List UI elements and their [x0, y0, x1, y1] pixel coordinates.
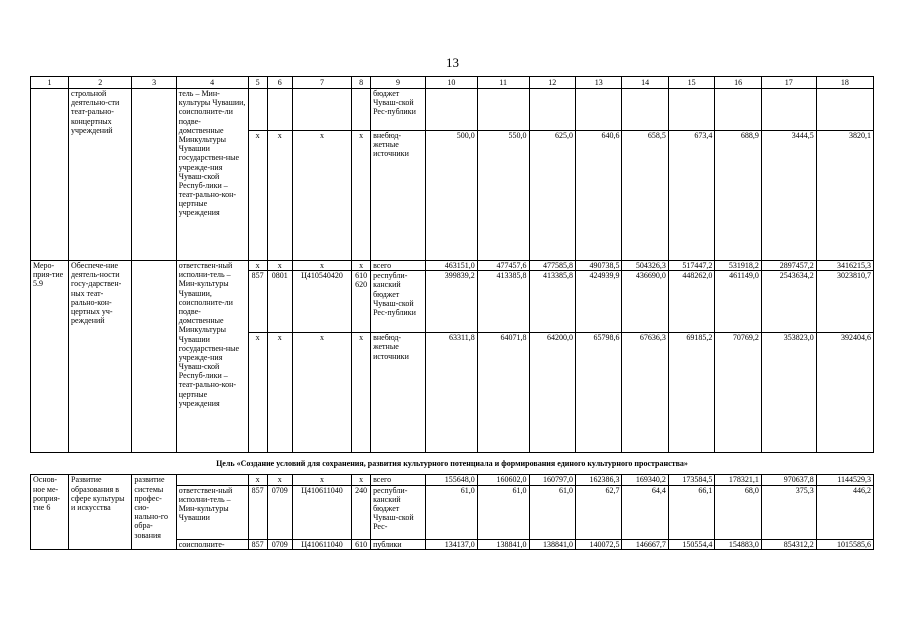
- table-cell: 3820,1: [816, 131, 873, 261]
- table-cell: х: [352, 131, 371, 261]
- table-cell: 857: [248, 485, 267, 539]
- page-number: 13: [446, 55, 459, 70]
- budget-table: [30, 76, 874, 550]
- table-cell: 353823,0: [761, 333, 816, 453]
- table-cell: 1144529,3: [816, 475, 873, 485]
- table-cell: 477585,8: [529, 261, 575, 271]
- table-cell: [622, 89, 668, 131]
- table-cell: 0709: [267, 485, 292, 539]
- table-cell: [176, 475, 248, 485]
- table-cell: 173584,5: [668, 475, 714, 485]
- table-cell: республи-канский бюджет Чуваш-ской Рес-публики: [371, 271, 426, 333]
- table-cell: 3416215,3: [816, 261, 873, 271]
- table-cell: х: [352, 333, 371, 453]
- table-cell: внебюд-жетные источники: [371, 333, 426, 453]
- table-cell: 688,9: [715, 131, 761, 261]
- table-cell: 436690,0: [622, 271, 668, 333]
- table-cell: внебюд-жетные источники: [371, 131, 426, 261]
- header-cell: 6: [267, 77, 292, 89]
- table-cell: 461149,0: [715, 271, 761, 333]
- table-cell: 138841,0: [477, 539, 529, 549]
- table-cell: [132, 261, 176, 453]
- table-cell: 625,0: [529, 131, 575, 261]
- table-cell: 68,0: [715, 485, 761, 539]
- table-cell: 610 620: [352, 271, 371, 333]
- table-cell: 155648,0: [426, 475, 478, 485]
- table-row: [31, 475, 874, 485]
- table-cell: 240: [352, 485, 371, 539]
- table-cell: 61,0: [477, 485, 529, 539]
- table-cell: [267, 89, 292, 131]
- table-cell: 160797,0: [529, 475, 575, 485]
- table-cell: 64200,0: [529, 333, 575, 453]
- table-cell: строльной деятельно-сти теат-рально-концертных учреждений: [69, 89, 132, 261]
- table-cell: 154883,0: [715, 539, 761, 549]
- table-cell: 854312,2: [761, 539, 816, 549]
- table-cell: х: [248, 131, 267, 261]
- table-cell: 1015585,6: [816, 539, 873, 549]
- header-cell: 2: [69, 77, 132, 89]
- table-cell: 64,4: [622, 485, 668, 539]
- table-cell: развитие системы профес-сио-нально-го обра-зования: [132, 475, 176, 549]
- table-cell: х: [352, 261, 371, 271]
- table-cell: 65798,6: [575, 333, 621, 453]
- header-cell: 13: [575, 77, 621, 89]
- table-cell: 640,6: [575, 131, 621, 261]
- table-cell: 160602,0: [477, 475, 529, 485]
- table-cell: 138841,0: [529, 539, 575, 549]
- header-cell: 4: [176, 77, 248, 89]
- table-row: [31, 89, 874, 131]
- table-cell: 658,5: [622, 131, 668, 261]
- table-cell: 140072,5: [575, 539, 621, 549]
- table-cell: 67636,3: [622, 333, 668, 453]
- table-cell: х: [292, 131, 351, 261]
- header-cell: 8: [352, 77, 371, 89]
- header-cell: 12: [529, 77, 575, 89]
- table-cell: 517447,2: [668, 261, 714, 271]
- table-cell: [668, 89, 714, 131]
- table-cell: 610: [352, 539, 371, 549]
- table-cell: Меро-прия-тие 5.9: [31, 261, 69, 453]
- table-cell: ответствен-ный исполни-тель – Мин-культуры Чувашии, соисполните-ли подве-домственные Минкультуры Чувашии государствен-ные учрежде-ния Чуваш-ской Респуб-лики – теат-рально-кон-цертные учреждения: [176, 261, 248, 453]
- table-cell: 2543634,2: [761, 271, 816, 333]
- table-cell: [477, 89, 529, 131]
- table-cell: 178321,1: [715, 475, 761, 485]
- table-cell: х: [267, 131, 292, 261]
- table-cell: Основ-ное ме-роприя-тие 6: [31, 475, 69, 549]
- table-cell: 150554,4: [668, 539, 714, 549]
- table-cell: 413385,8: [477, 271, 529, 333]
- table-cell: 146667,7: [622, 539, 668, 549]
- header-cell: 9: [371, 77, 426, 89]
- table-cell: 2897457,2: [761, 261, 816, 271]
- header-cell: 14: [622, 77, 668, 89]
- goal-heading: Цель «Создание условий для сохранения, развития культурного потенциала и формирования единого культурного пространства»: [31, 453, 874, 475]
- table-cell: 61,0: [529, 485, 575, 539]
- table-cell: [132, 89, 176, 261]
- table-cell: 66,1: [668, 485, 714, 539]
- table-cell: Ц410611040: [292, 539, 351, 549]
- table-cell: 504326,3: [622, 261, 668, 271]
- table-cell: всего: [371, 475, 426, 485]
- table-cell: 0709: [267, 539, 292, 549]
- table-cell: ответствен-ный исполни-тель – Мин-культуры Чувашии: [176, 485, 248, 539]
- header-row: [31, 77, 874, 89]
- table-cell: 162386,3: [575, 475, 621, 485]
- table-cell: [761, 89, 816, 131]
- table-cell: 673,4: [668, 131, 714, 261]
- table-cell: Ц410611040: [292, 485, 351, 539]
- table-cell: всего: [371, 261, 426, 271]
- table-cell: соисполните-: [176, 539, 248, 549]
- header-cell: 16: [715, 77, 761, 89]
- table-cell: 446,2: [816, 485, 873, 539]
- header-cell: 18: [816, 77, 873, 89]
- table-cell: х: [292, 475, 351, 485]
- table-cell: Обеспече-ние деятель-ности госу-дарствен-ных теат-рально-кон-цертных уч-реждений: [69, 261, 132, 453]
- table-cell: х: [248, 333, 267, 453]
- table-cell: 550,0: [477, 131, 529, 261]
- table-cell: [292, 89, 351, 131]
- header-cell: 17: [761, 77, 816, 89]
- table-cell: 69185,2: [668, 333, 714, 453]
- table-cell: бюджет Чуваш-ской Рес-публики: [371, 89, 426, 131]
- table-cell: 3444,5: [761, 131, 816, 261]
- goal-row: [31, 453, 874, 475]
- table-cell: 424939,9: [575, 271, 621, 333]
- table-cell: 463151,0: [426, 261, 478, 271]
- table-cell: [575, 89, 621, 131]
- table-cell: публики: [371, 539, 426, 549]
- table-cell: 448262,0: [668, 271, 714, 333]
- table-cell: [426, 89, 478, 131]
- table-cell: 62,7: [575, 485, 621, 539]
- table-cell: 392404,6: [816, 333, 873, 453]
- table-cell: х: [267, 333, 292, 453]
- table-cell: 857: [248, 271, 267, 333]
- table-cell: [529, 89, 575, 131]
- table-cell: 134137,0: [426, 539, 478, 549]
- header-cell: 1: [31, 77, 69, 89]
- table-cell: [248, 89, 267, 131]
- table-cell: х: [248, 475, 267, 485]
- header-cell: 7: [292, 77, 351, 89]
- header-cell: 10: [426, 77, 478, 89]
- table-cell: 64071,8: [477, 333, 529, 453]
- table-cell: [352, 89, 371, 131]
- table-cell: 531918,2: [715, 261, 761, 271]
- table-cell: тель – Мин-культуры Чувашии, соисполните-ли подве-домственные Минкультуры Чувашии государствен-ные учрежде-ния Чуваш-ской Респуб-лики – теат-рально-кон-цертные учреждения: [176, 89, 248, 261]
- table-cell: х: [267, 475, 292, 485]
- table-cell: 413385,8: [529, 271, 575, 333]
- table-cell: республи-канский бюджет Чуваш-ской Рес-: [371, 485, 426, 539]
- table-cell: Ц410540420: [292, 271, 351, 333]
- table-cell: Развитие образования в сфере культуры и искусства: [69, 475, 132, 549]
- table-cell: [715, 89, 761, 131]
- header-cell: 11: [477, 77, 529, 89]
- table-cell: х: [352, 475, 371, 485]
- table-cell: х: [292, 261, 351, 271]
- table-cell: 61,0: [426, 485, 478, 539]
- header-cell: 5: [248, 77, 267, 89]
- table-cell: 857: [248, 539, 267, 549]
- table-cell: х: [248, 261, 267, 271]
- table-cell: [31, 89, 69, 261]
- table-cell: 70769,2: [715, 333, 761, 453]
- table-cell: х: [267, 261, 292, 271]
- table-cell: 0801: [267, 271, 292, 333]
- table-cell: 500,0: [426, 131, 478, 261]
- table-cell: х: [292, 333, 351, 453]
- header-cell: 15: [668, 77, 714, 89]
- table-row: [31, 261, 874, 271]
- table-cell: [816, 89, 873, 131]
- table-cell: 399839,2: [426, 271, 478, 333]
- header-cell: 3: [132, 77, 176, 89]
- table-cell: 477457,6: [477, 261, 529, 271]
- table-cell: 169340,2: [622, 475, 668, 485]
- table-cell: 3023810,7: [816, 271, 873, 333]
- table-cell: 375,3: [761, 485, 816, 539]
- table-cell: 63311,8: [426, 333, 478, 453]
- table-cell: 970637,8: [761, 475, 816, 485]
- table-cell: 490738,5: [575, 261, 621, 271]
